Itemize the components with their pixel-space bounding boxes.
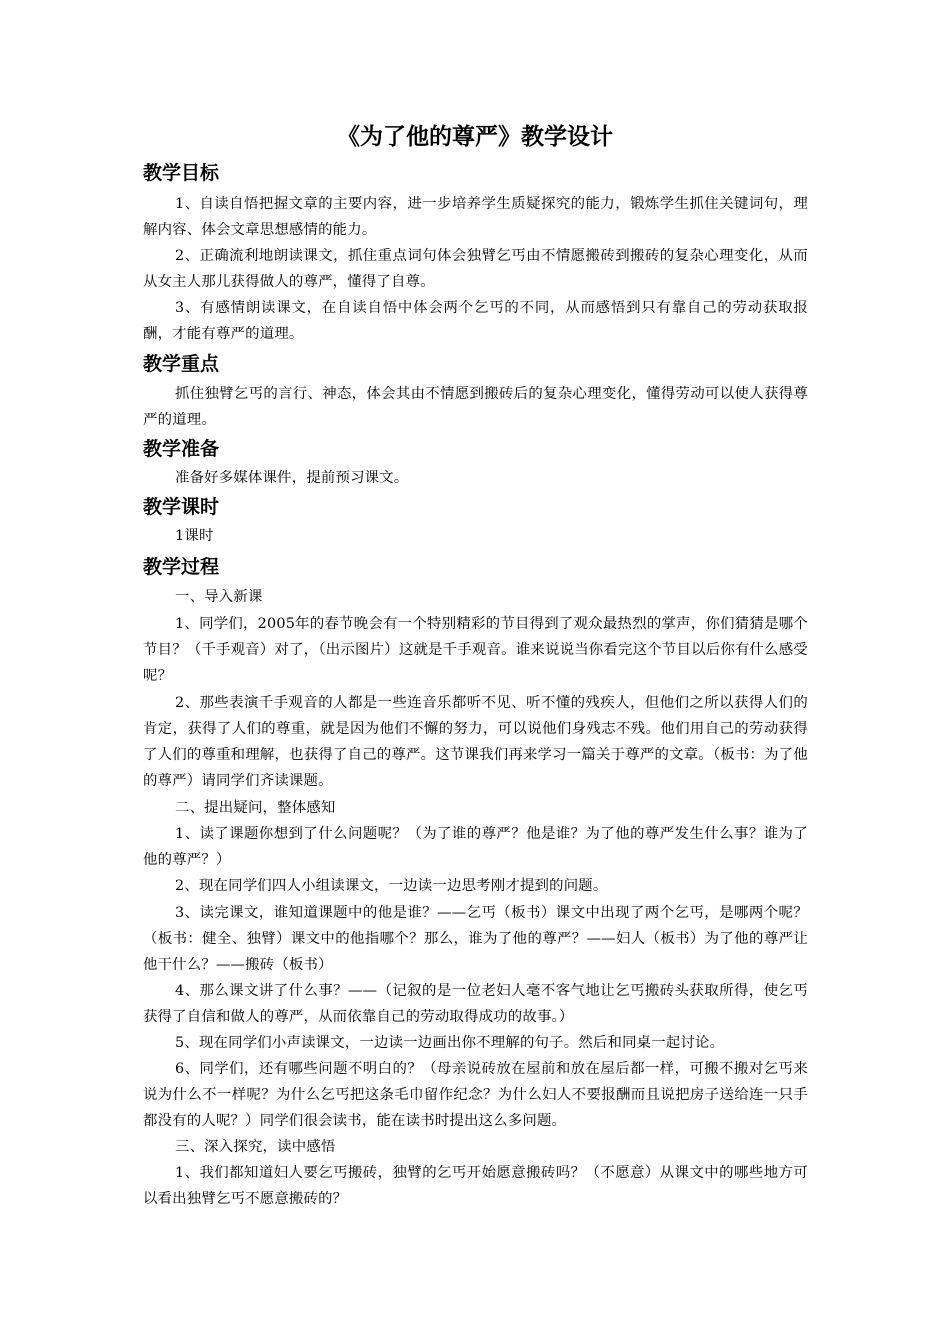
process-subheading-2: 二、提出疑问，整体感知: [175, 800, 336, 816]
document-title: 《为了他的尊严》教学设计: [337, 124, 613, 150]
key-points-text: 抓住独臂乞丐的言行、神态，体会其由不情愿到搬砖后的复杂心理变化，懂得劳动可以使人获得尊严的道理。: [143, 386, 808, 428]
goal-item-2: 2、正确流利地朗读课文，抓住重点词句体会独臂乞丐由不情愿搬砖到搬砖的复杂心理变化，从而从女主人那儿获得做人的尊严，懂得了自尊。: [143, 248, 808, 290]
goal-item-1: 1、自读自悟把握文章的主要内容，进一步培养学生质疑探究的能力，锻炼学生抓住关键词句，理解内容、体会文章思想感情的能力。: [143, 196, 808, 238]
goal-item-3: 3、有感情朗读课文，在自读自悟中体会两个乞丐的不同，从而感悟到只有靠自己的劳动获取报酬，才能有尊严的道理。: [143, 300, 808, 342]
process-paragraph: 1、读了课题你想到了什么问题呢？（为了谁的尊严？他是谁？为了他的尊严发生什么事？谁为了他的尊严？）: [143, 826, 808, 868]
process-paragraph: 2、那些表演千手观音的人都是一些连音乐都听不见、听不懂的残疾人，但他们之所以获得人们的肯定，获得了人们的尊重，就是因为他们不懈的努力，可以说他们身残志不残。他们用自己的劳动获得了人们的尊重和理解，也获得了自己的尊严。这节课我们再来学习一篇关于尊严的文章。（板书：为了他的尊严）请同学们齐读课题。: [143, 695, 808, 789]
process-paragraph: 1、我们都知道妇人要乞丐搬砖，独臂的乞丐开始愿意搬砖吗？（不愿意）从课文中的哪些地方可以看出独臂乞丐不愿意搬砖的？: [143, 1165, 808, 1207]
process-paragraph: 5、现在同学们小声读课文，一边读一边画出你不理解的句子。然后和同桌一起讨论。: [175, 1035, 725, 1051]
process-subheading-3: 三、深入探究，读中感悟: [175, 1139, 336, 1155]
process-paragraph: 4、那么课文讲了什么事？——（记叙的是一位老妇人毫不客气地让乞丐搬砖头获取所得，使乞丐获得了自信和做人的尊严，从而依靠自己的劳动取得成功的故事。）: [143, 983, 808, 1025]
process-paragraph: 2、现在同学们四人小组读课文，一边读一边思考刚才提到的问题。: [175, 878, 608, 894]
process-paragraph: 1、同学们，2005年的春节晚会有一个特别精彩的节目得到了观众最热烈的掌声，你们猜猜是哪个节目？（千手观音）对了，（出示图片）这就是千手观音。谁来说说当你看完这个节目以后你有什么感受呢？: [143, 616, 808, 684]
process-paragraph: 6、同学们，还有哪些问题不明白的？（母亲说砖放在屋前和放在屋后都一样，可搬不搬对乞丐来说为什么不一样呢？为什么乞丐把这条毛巾留作纪念？为什么妇人不要报酬而且说把房子送给连一只手都没有的人呢？）同学们很会读书，能在读书时提出这么多问题。: [143, 1061, 808, 1129]
section-heading-preparation: 教学准备: [143, 438, 220, 460]
section-heading-goals: 教学目标: [143, 162, 220, 184]
section-heading-key-points: 教学重点: [143, 353, 220, 375]
process-paragraph: 3、读完课文，谁知道课题中的他是谁？——乞丐（板书）课文中出现了两个乞丐，是哪两个呢？（板书：健全、独臂）课文中的他指哪个？那么，谁为了他的尊严？——妇人（板书）为了他的尊严让他干什么？——搬砖（板书）: [143, 905, 808, 973]
section-heading-process: 教学过程: [143, 556, 220, 578]
preparation-text: 准备好多媒体课件，提前预习课文。: [175, 470, 409, 486]
section-heading-duration: 教学课时: [143, 496, 220, 518]
duration-text: 1课时: [175, 528, 214, 544]
process-subheading-1: 一、导入新课: [175, 589, 263, 605]
